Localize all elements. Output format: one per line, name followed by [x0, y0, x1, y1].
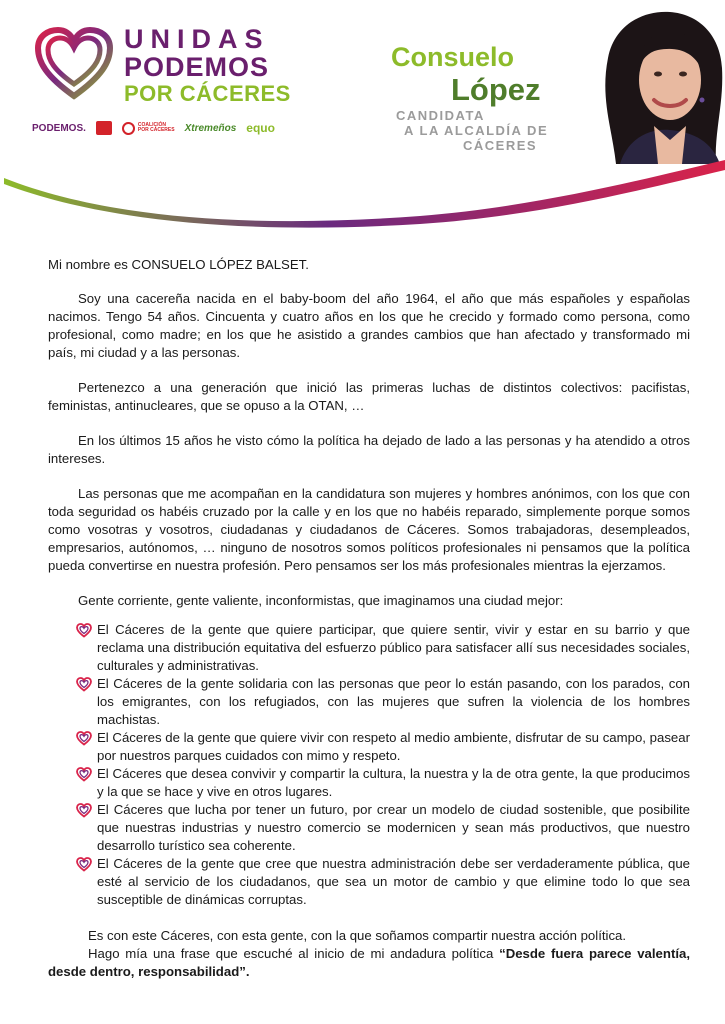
paragraph: Pertenezco a una generación que inició las primeras luchas de distintos colectivos: pacifistas, feministas, antinucleares, que se opuso a la OTAN, …	[48, 380, 690, 413]
heart-bullet-icon	[76, 767, 92, 782]
heart-bullet-icon	[76, 731, 92, 746]
bullet-text: El Cáceres de la gente que cree que nuestra administración debe ser verdaderamente pública, que esté al servicio de los ciudadanos, que sea un motor de cambio y que elimine todo lo que sea susceptible de dinámicas corruptas.	[97, 856, 690, 907]
candidate-role	[396, 108, 548, 153]
iu-logo-icon	[96, 121, 112, 135]
candidate-role-line-1: CANDIDATA	[396, 108, 485, 123]
heart-logo-icon	[34, 26, 114, 102]
closing-line-1: Es con este Cáceres, con esta gente, con la que soñamos compartir nuestra acción política.	[88, 928, 627, 943]
party-logos	[32, 118, 275, 138]
brand-line-1: UNIDAS	[124, 24, 270, 54]
list-item	[76, 675, 690, 729]
candidate-first-name: Consuelo	[391, 42, 515, 72]
header-swoosh-divider	[0, 150, 725, 230]
list-item	[76, 729, 690, 765]
letterhead	[0, 0, 725, 230]
letter-body	[48, 256, 690, 981]
brand-line-3: POR CÁCERES	[124, 81, 291, 106]
candidate-role-line-2: A LA ALCALDÍA DE	[404, 123, 549, 138]
list-item	[76, 621, 690, 675]
coalicion-line-1: COALICIÓN	[137, 121, 166, 128]
list-item	[76, 765, 690, 801]
paragraph: Las personas que me acompañan en la candidatura son mujeres y hombres anónimos, con los que con toda seguridad os habéis cruzado por la calle y en los que no habéis reparado, simplemente porque somos como vosotras y vosotros, ciudadanas y ciudadanos de Cáceres. Somos trabajadoras, desempleados, empresarios, autónomos, … ninguno de nosotros somos políticos profesionales ni pensamos que la política pueda convertirse en nuestra profesión. Pero pensamos ser los más profesionales mientras la ejerzamos.	[48, 486, 690, 573]
bullet-list	[76, 621, 690, 909]
heart-bullet-icon	[76, 803, 92, 818]
closing-text: Hago mía una frase que escuché al inicio de mi andadura política	[88, 946, 500, 961]
paragraph: Gente corriente, gente valiente, inconformistas, que imaginamos una ciudad mejor:	[78, 593, 564, 608]
brand-name	[124, 26, 291, 105]
equo-logo: equo	[246, 121, 275, 135]
heart-bullet-icon	[76, 623, 92, 638]
candidate-role-line-3: CÁCERES	[463, 138, 538, 153]
extremenos-logo: Xtremeños	[184, 122, 237, 134]
candidate-last-name: López	[451, 72, 541, 107]
paragraph: Soy una cacereña nacida en el baby-boom del año 1964, el año que más españoles y españolas nacimos. Tengo 54 años. Cincuenta y cuatro años en los que he crecido y formado como persona, como profesional, como madre; en los que he asistido a grandes cambios que han afectado y transformado mi país, mi ciudad y a las personas.	[48, 291, 690, 360]
paragraph: En los últimos 15 años he visto cómo la política ha dejado de lado a las personas y ha atendido a otros intereses.	[48, 433, 690, 466]
list-item	[76, 855, 690, 909]
brand-line-2: PODEMOS	[124, 52, 270, 82]
bullet-text: El Cáceres de la gente que quiere participar, que quiere sentir, vivir y estar en su barrio y que reclama una distribución equitativa del esfuerzo público para satisfacer allí sus necesidades sociales, culturales y administrativas.	[97, 622, 690, 673]
closing-quote: “Desde fuera parece valentía, desde dentro, responsabilidad”.	[48, 946, 690, 979]
candidate-photo	[598, 8, 725, 164]
closing-line-2	[48, 945, 690, 981]
coalicion-logo	[122, 122, 175, 135]
coalicion-line-2: POR CÁCERES	[137, 127, 175, 133]
bullet-text: El Cáceres de la gente solidaria con las personas que peor lo están pasando, con los parados, con los emigrantes, con los refugiados, con las mujeres que sufren la violencia de los hombres machistas.	[97, 676, 690, 727]
coalicion-mark-icon	[122, 122, 135, 135]
bullet-text: El Cáceres que desea convivir y compartir la cultura, la nuestra y la de otra gente, la que producimos y la que se hace y vive en otros lugares.	[97, 766, 690, 799]
podemos-logo: PODEMOS.	[32, 122, 86, 134]
bullet-text: El Cáceres que lucha por tener un futuro, por crear un modelo de ciudad sostenible, que posibilite que nuestras industrias y nuestro comercio se modernicen y sean más productivos, que nuestro desarrollo turístico sea coherente.	[97, 802, 690, 853]
greeting: Mi nombre es CONSUELO LÓPEZ BALSET.	[48, 257, 309, 272]
heart-bullet-icon	[76, 857, 92, 872]
heart-bullet-icon	[76, 677, 92, 692]
list-item	[76, 801, 690, 855]
bullet-text: El Cáceres de la gente que quiere vivir con respeto al medio ambiente, disfrutar de su campo, pasear por nuestros parques cuidados con mimo y respeto.	[97, 730, 690, 763]
